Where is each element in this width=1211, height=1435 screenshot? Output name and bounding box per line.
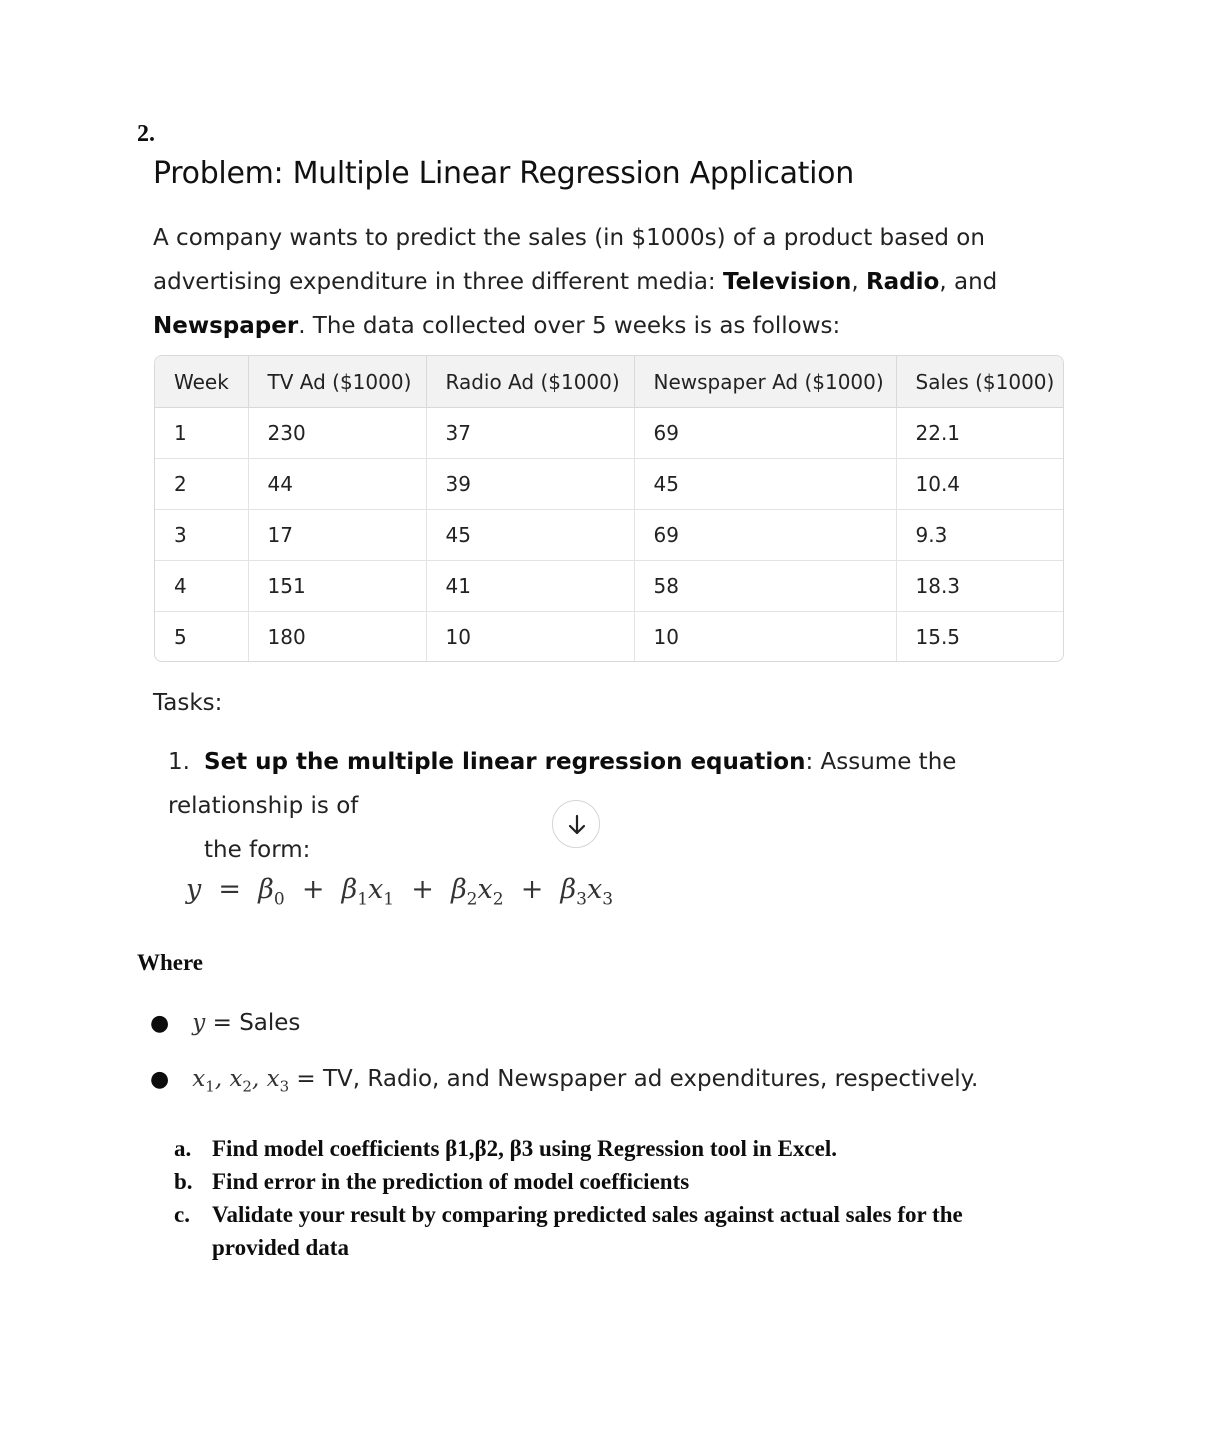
table-row [155,612,1063,663]
media-radio: Radio [865,269,940,295]
col-radio: Radio Ad ($1000) [426,356,634,408]
col-week: Week [155,356,248,408]
var-x: $x_1$, $x_2$, $x_3$ [192,1066,290,1096]
cell-radio: 45 [426,510,634,561]
list-item: b. Find error in the prediction of model coefficients [174,1169,690,1194]
table-row [155,561,1063,612]
col-tv: TV Ad ($1000) [248,356,426,408]
task-continuation: the form: [204,837,311,863]
problem-title: Problem: Multiple Linear Regression Application [153,156,854,191]
cell-sales: 22.1 [896,408,1063,459]
cell-week: 3 [155,510,248,561]
cell-week: 5 [155,612,248,663]
cell-radio: 37 [426,408,634,459]
cell-newspaper: 69 [634,510,896,561]
cell-sales: 18.3 [896,561,1063,612]
cell-newspaper: 58 [634,561,896,612]
cell-newspaper: 45 [634,459,896,510]
question-number: 2. [137,121,155,147]
cell-radio: 41 [426,561,634,612]
media-television: Television [723,269,852,295]
cell-sales: 10.4 [896,459,1063,510]
subtask-list [174,1132,1054,1264]
equation-text: $y = \beta_0 + \beta_1x_1 + \beta_2x_2 + \beta_3x_3$ [186,874,614,910]
cell-sales: 15.5 [915,625,961,649]
regression-equation [186,874,613,909]
task-bold-text: Set up the multiple linear regression equation [204,749,806,775]
cell-tv: 17 [248,510,426,561]
table-row [155,408,1063,459]
cell-radio: 10 [426,612,634,663]
cell-newspaper: 69 [634,408,896,459]
cell-newspaper: 10 [634,612,896,663]
var-y: y [192,1010,206,1036]
tasks-heading: Tasks: [153,690,223,716]
variable-definition-y: ● y = Sales [150,1010,301,1036]
cell-tv: 151 [248,561,426,612]
arrow-down-icon [566,813,588,837]
cell-week: 4 [155,561,248,612]
list-item: a. Find model coefficients β1,β2, β3 using Regression tool in Excel. [174,1136,837,1161]
cell-tv: 230 [248,408,426,459]
table-row [155,510,1063,561]
cell-week: 1 [155,408,248,459]
list-item: c. Validate your result by comparing predicted sales against actual sales for the provided data [174,1202,963,1260]
bullet-icon: ● [150,1067,170,1092]
variable-definition-x: ● $x_1$, $x_2$, $x_3$ = TV, Radio, and Newspaper ad expenditures, respectively. [150,1066,979,1096]
col-newspaper: Newspaper Ad ($1000) [634,356,896,408]
cell-tv: 44 [248,459,426,510]
table-header-row [155,356,1063,408]
table-row [155,459,1063,510]
cell-sales: 9.3 [896,510,1063,561]
data-table [154,355,1064,662]
cell-week: 2 [155,459,248,510]
task-item-1: 1. Set up the multiple linear regression equation: Assume the relationship is of the form: [168,740,1068,872]
bullet-icon: ● [150,1011,170,1036]
scroll-down-button[interactable] [552,800,600,848]
media-newspaper: Newspaper [153,313,299,339]
where-label: Where [137,950,204,975]
cell-tv: 180 [248,612,426,663]
cell-radio: 39 [426,459,634,510]
col-sales: Sales ($1000) [896,356,1063,408]
intro-paragraph: A company wants to predict the sales (in $1000s) of a product based on advertising expenditure in three different media: Television, Radio, and Newspaper. The data collected over 5 weeks is as follows: [153,225,998,339]
task-number: 1. [168,749,190,775]
